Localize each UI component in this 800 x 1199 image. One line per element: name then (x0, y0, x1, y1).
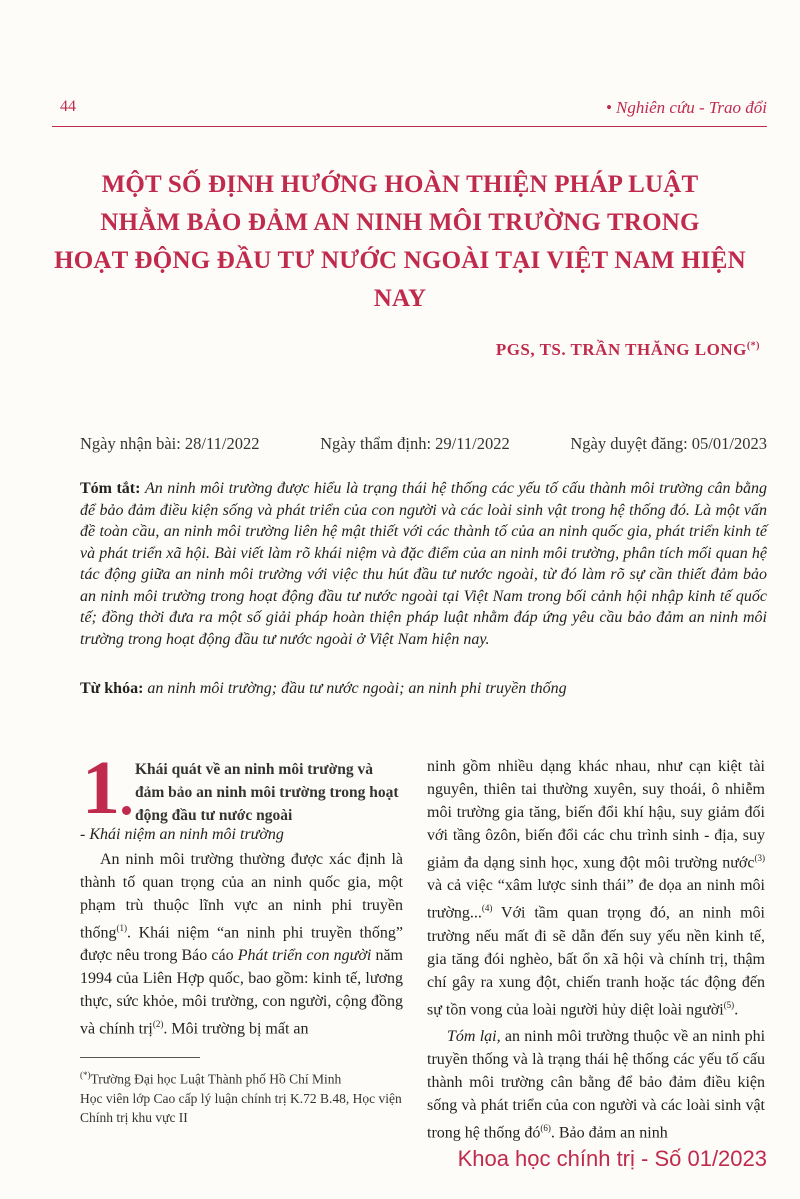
date-received: Ngày nhận bài: 28/11/2022 (80, 434, 260, 453)
author (496, 340, 760, 360)
ref-2: (2) (152, 1019, 164, 1030)
footnote-line-1: (*)Trường Đại học Luật Thành phố Hồ Chí Minh (80, 1070, 342, 1087)
ref-5: (5) (723, 999, 735, 1010)
article-title (40, 166, 760, 318)
ref-4: (4) (481, 903, 493, 914)
date-reviewed: Ngày thẩm định: 29/11/2022 (320, 434, 510, 453)
left-paragraph: An ninh môi trường thường được xác định là thành tố quan trọng của an ninh quốc gia, một phạm trù thuộc lĩnh vực an ninh phi truyền thống$^{(1)}$. Khái niệm “an ninh phi truyền thống” được nêu trong Báo cáo Phát triển con người năm 1994 của Liên Hợp quốc, bao gồm: kinh tế, lương thực, sức khỏe, môi trường, con người, cộng đồng và chính trị$^{(2)}$. Môi trường bị mất an (80, 851, 403, 1038)
section-number: 1 (82, 746, 120, 830)
page-number: 44 (60, 98, 76, 115)
section-label: • Nghiên cứu - Trao đổi (605, 98, 767, 117)
section-title: Khái quát về an ninh môi trường và đảm bảo an ninh môi trường trong hoạt động đầu tư nước ngoài (135, 761, 399, 824)
title-line-3: HOẠT ĐỘNG ĐẦU TƯ NƯỚC NGOÀI TẠI VIỆT NAM HIỆN NAY (54, 247, 746, 312)
abstract-label: Tóm tắt: (80, 480, 141, 497)
ref-6: (6) (540, 1122, 551, 1133)
right-column-text (427, 755, 765, 1144)
ref-3: (3) (754, 853, 765, 863)
title-line-1: MỘT SỐ ĐỊNH HƯỚNG HOÀN THIỆN PHÁP LUẬT (101, 171, 699, 198)
keywords-text: an ninh môi trường; đầu tư nước ngoài; an ninh phi truyền thống (147, 680, 567, 697)
author-name: PGS, TS. TRẦN THĂNG LONG (495, 340, 747, 359)
author-footnote-mark: (*) (746, 340, 760, 352)
date-approved: Ngày duyệt đăng: 05/01/2023 (570, 434, 767, 453)
header-rule (52, 126, 767, 127)
keywords (80, 678, 767, 700)
journal-footer: Khoa học chính trị - Số 01/2023 (457, 1146, 767, 1171)
section-1-heading (80, 746, 403, 830)
subheading: - Khái niệm an ninh môi trường (80, 826, 284, 843)
article-dates (80, 434, 767, 454)
title-line-2: NHẰM BẢO ĐẢM AN NINH MÔI TRƯỜNG TRONG (100, 209, 700, 236)
left-column-text (80, 848, 403, 1041)
right-paragraph-1: ninh gồm nhiều dạng khác nhau, như cạn kiệt tài nguyên, thiên tai thường xuyên, suy thoái, ô nhiễm môi trường gia tăng, biến đổi khí hậu, suy giảm đối với tầng ôzôn, biến đổi các chu trình sinh - địa, suy giảm đa dạng sinh học, xung đột môi trường nước$^{(3)}$ và cả việc “xâm lược sinh thái” đe dọa an ninh môi trường...$^{(4)}$ Với tầm quan trọng đó, an ninh môi trường nếu mất đi sẽ dẫn đến suy yếu nền kinh tế, gia tăng đói nghèo, bất ổn xã hội và chính trị, thậm chí gây ra xung đột, chiến tranh hoặc tác động đến sự tồn vong của loài người hủy diệt loài người$^{(5)}$. (427, 758, 765, 1018)
footnote-line-2: Học viên lớp Cao cấp lý luận chính trị K.72 B.48, Học viện Chính trị khu vực II (80, 1090, 402, 1125)
keywords-label: Từ khóa: (80, 680, 144, 697)
ref-1: (1) (116, 923, 127, 933)
bullet-dot-icon (122, 806, 131, 815)
right-paragraph-2: Tóm lại, an ninh môi trường thuộc về an ninh phi truyền thống và là trạng thái hệ thống các yếu tố cấu thành môi trường cân bằng để bảo đảm điều kiện sống và phát triển của con người và các loài sinh vật trong hệ thống $đó^{(6)}$. Bảo đảm an ninh (427, 1027, 766, 1142)
footnote (80, 1066, 403, 1127)
abstract-text: An ninh môi trường được hiểu là trạng thái hệ thống các yếu tố cấu thành môi trường cân bằng để bảo đảm điều kiện sống và phát triển của con người và các loài sinh vật trong hệ thống đó. Là một vấn đề toàn cầu, an ninh môi trường liên hệ mật thiết với các thành tố của an ninh quốc gia, phát triển kinh tế và phát triển xã hội. Bài viết làm rõ khái niệm và đặc điểm của an ninh môi trường, phân tích mối quan hệ tác động giữa an ninh môi trường với việc thu hút đầu tư nước ngoài, từ đó làm rõ sự cần thiết đảm bảo an ninh môi trường trong hoạt động đầu tư nước ngoài tại Việt Nam trong bối cảnh hội nhập kinh tế quốc tế; đồng thời đưa ra một số giải pháp hoàn thiện pháp luật nhằm đáp ứng yêu cầu bảo đảm an ninh môi trường trong hoạt động đầu tư nước ngoài ở Việt Nam hiện nay. (80, 480, 768, 648)
footnote-rule (80, 1057, 200, 1058)
abstract (80, 478, 767, 650)
